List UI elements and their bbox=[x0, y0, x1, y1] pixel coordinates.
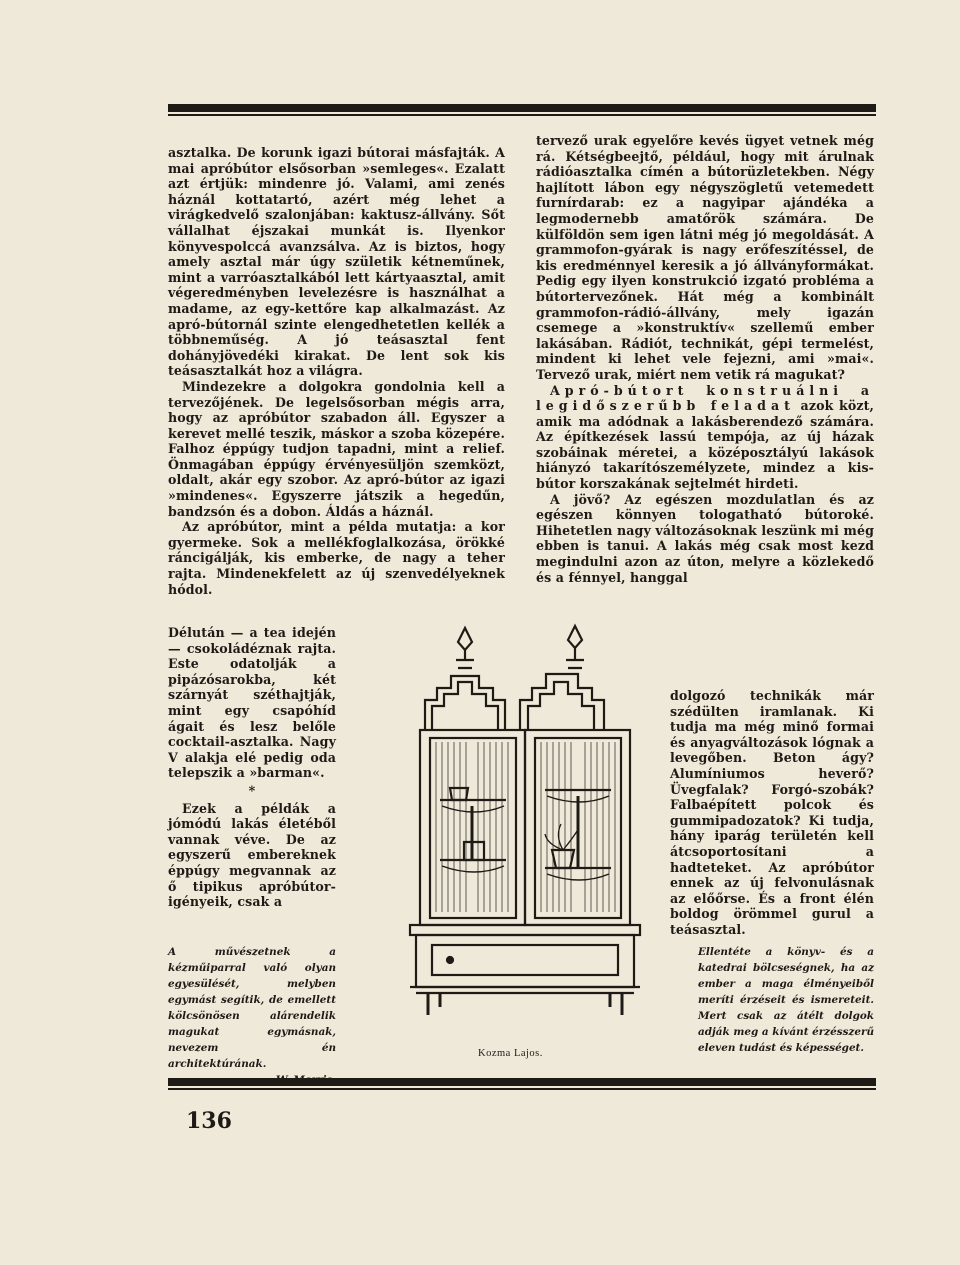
cabinet-illustration bbox=[380, 620, 670, 1038]
left-narrow-paragraph-1: Délután — a tea idején — csokoládéznak rajta. Este odatolják a pipázósarokba, két szárnyát széthajtják, mint egy csapóhíd ágait és lesz belőle cocktail-asztalka. Nagy V alakja elé pedig oda telepszik a »barman«. bbox=[168, 625, 336, 781]
emphasized-spaced-text: Apró-bútort konstruálni a legidőszerűbb feladat bbox=[536, 382, 874, 414]
right-column bbox=[536, 133, 874, 585]
left-narrow-column bbox=[168, 625, 336, 910]
morris-quote-caption bbox=[168, 944, 336, 1088]
left-column bbox=[168, 145, 505, 597]
top-rule-thick bbox=[168, 104, 876, 112]
illustration-credit: Kozma Lajos. bbox=[478, 1048, 543, 1059]
left-paragraph-1: asztalka. De korunk igazi bútorai másfajták. A mai apróbútor elsősorban »semleges«. Ezalatt azt értjük: mindenre jó. Valami, ami zenés háznál kottatartó, azért még lehet a virágkedvelő szalonjában: kaktusz-állvány. Sőt vállalhat éjszakai munkát is. Ilyenkor könyvespolccá avanzsálva. Az is biztos, hogy amely asztal már úgy születik kétneműnek, mint a varróasztalkából lett kártyaasztal, amit végeredményben levelezésre is használhat a madame, az egy-kettőre kap alkalmazást. Az apró-bútornál szinte elengedhetetlen kellék a többneműség. A jó teásasztal fent dohányjövedéki kirakat. De lent sok kis teásasztalkát hoz a világra. bbox=[168, 145, 505, 379]
bottom-rule-thick bbox=[168, 1078, 876, 1086]
bottom-rule-thin bbox=[168, 1088, 876, 1090]
right-narrow-paragraph-1: dolgozó technikák már szédülten iramlanak. Ki tudja ma még minő formai és anyagváltozások lógnak a levegőben. Beton ágy? Alumíniumos heverő? Üvegfalak? Forgó-szobák? Falbaépített polcok és gummipadozatok? Ki tudja, hány iparág területén kell átcsoportosítani a hadteteket. Az apróbútor ennek az új felvonulásnak az előőrse. És a front élén boldog örömmel gurul a teásasztal. bbox=[670, 688, 874, 937]
left-paragraph-3: Az apróbútor, mint a példa mutatja: a kor gyermeke. Sok a mellékfoglalkozása, örökké ráncigálják, kis emberke, de nagy a teher rajta. Mindenekfelett az új szenvedélyeknek hódol. bbox=[168, 519, 505, 597]
section-asterisk: * bbox=[248, 782, 256, 798]
top-rule-thin bbox=[168, 114, 876, 116]
right-paragraph-2-rest: azok közt, amik ma adódnak a lakásberendező számára. Az építkezések lassú tempója, az új házak szobáinak méretei, a középosztályú lakások hiányzó takarítószemélyzete, mindez a kis-bútor korszakának sejtelmét hirdeti. bbox=[536, 398, 874, 492]
left-paragraph-2: Mindezekre a dolgokra gondolnia kell a tervezőjének. De legelsősorban mégis arra, hogy az apróbútor szabadon áll. Egyszer a kerevet mellé teszik, máskor a szoba közepére. Falhoz éppúgy tudjon tapadni, mint a relief. Önmagában éppúgy érvényesüljön szemközt, oldalt, akár egy szobor. Az apró-bútor az igazi »mindenes«. Egyszerre játszik a hegedűn, bandzsón és a dobon. Áldás a háznál. bbox=[168, 378, 505, 519]
morris-quote-text: A művészetnek a kézműiparral való olyan egyesülését, melyben egymást segítik, de emellett kölcsönösen alárendelik magukat egymásnak, nevezem én architektúrának. bbox=[168, 946, 336, 1070]
right-paragraph-2 bbox=[536, 383, 874, 492]
left-narrow-paragraph-2: Ezek a példák a jómódú lakás életéből vannak véve. De az egyszerű embereknek éppúgy megvannak az ő tipikus apróbútor-igényeik, csak a bbox=[168, 800, 336, 910]
right-narrow-column bbox=[670, 688, 874, 938]
right-quote-caption: Ellentéte a könyv- és a katedrai bölcseségnek, ha az ember a maga élményeiből meríti érzéseit és ismereteit. Mert csak az átélt dolgok adják meg a kívánt érzésszerű eleven tudást és képességet. bbox=[698, 946, 874, 1054]
right-paragraph-1: tervező urak egyelőre kevés ügyet vetnek még rá. Kétségbeejtő, például, hogy mit árulnak rádióasztalka címén a bútorüzletekben. Négy hajlított lábon egy négyszögletű vetemedett furnírdarab: ez a nagyipar ajándéka a legmodernebb amatőrök számára. De külföldön sem igen látni még jó megoldását. A grammofon-gyárak is nagy erőfeszítéssel, de kis eredménnyel keresik a jó állványformákat. Pedig egy ilyen konstrukció izgató probléma a bútortervezőnek. Hát még a kombinált grammofon-rádió-állvány, mely igazán csemege a »konstruktív« szellemű ember lakásában. Rádiót, technikát, gépi termelést, mindent ki lehet vele fejezni, ami »mai«. Tervező urak, miért nem vetik rá magukat? bbox=[536, 133, 874, 382]
page-number: 136 bbox=[186, 1108, 232, 1134]
right-paragraph-3: A jövő? Az egészen mozdulatlan és az egészen könnyen tologatható bútoroké. Hihetetlen nagy változásoknak leszünk mi még ebben is tanui. A lakás még csak most kezd megindulni azon az úton, melyre a közlekedő és a fénnyel, hanggal bbox=[536, 491, 874, 585]
